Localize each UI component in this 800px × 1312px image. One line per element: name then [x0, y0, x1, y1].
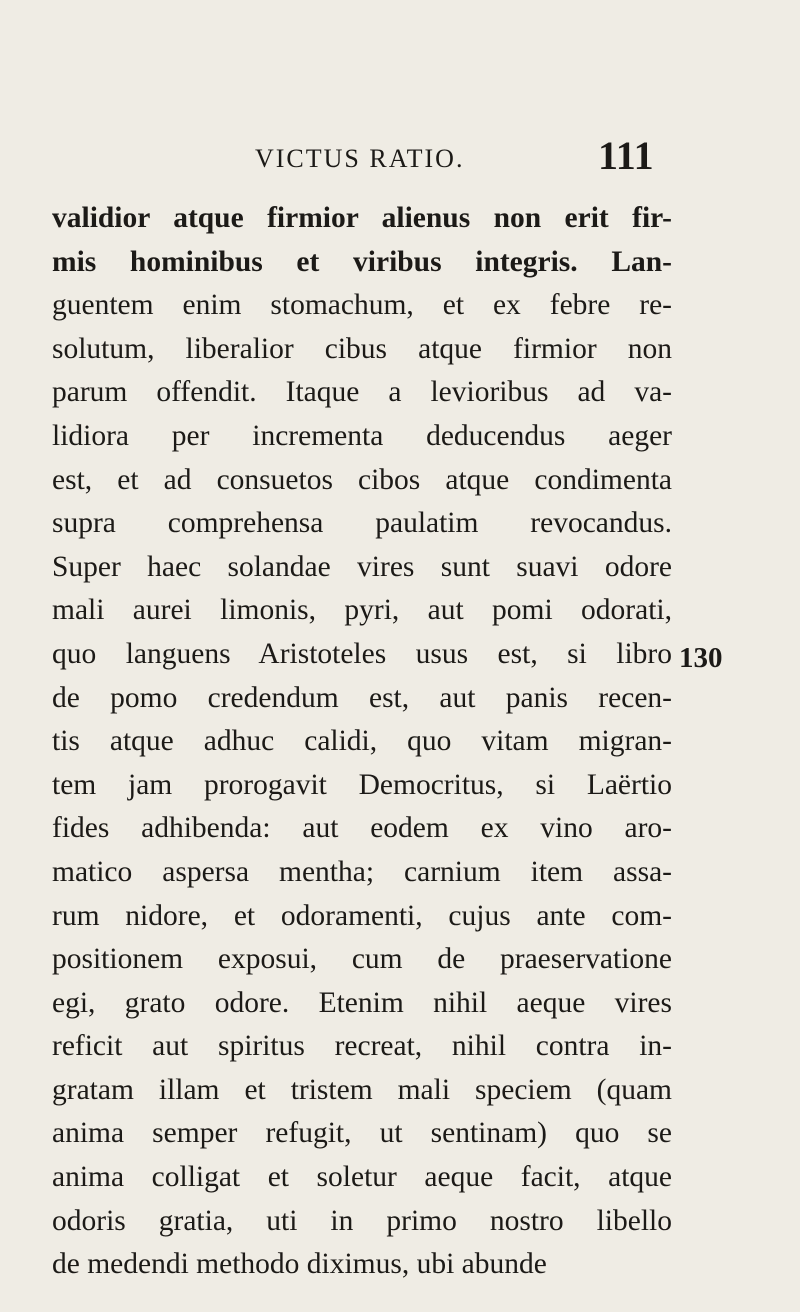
- text-line: mali aurei limonis, pyri, aut pomi odorati,: [52, 594, 672, 627]
- text-line: anima semper refugit, ut sentinam) quo se: [52, 1117, 672, 1150]
- text-line: reficit aut spiritus recreat, nihil contra in-: [52, 1030, 672, 1063]
- text-line: gratam illam et tristem mali speciem (quam: [52, 1073, 672, 1106]
- running-head: [0, 132, 800, 188]
- text-line: egi, grato odore. Etenim nihil aeque vires: [52, 986, 672, 1019]
- text-line: Super haec solandae vires sunt suavi odore: [52, 550, 672, 583]
- body-text: [52, 197, 672, 1287]
- text-line: parum offendit. Itaque a levioribus ad va-: [52, 376, 672, 409]
- text-line: de pomo credendum est, aut panis recen-: [52, 681, 672, 714]
- text-line: guentem enim stomachum, et ex febre re-: [52, 289, 672, 322]
- text-line: validior atque firmior alienus non erit fir-: [52, 202, 672, 234]
- text-line: positionem exposui, cum de praeservatione: [52, 943, 672, 976]
- text-line: est, et ad consuetos cibos atque condimenta: [52, 463, 672, 496]
- page-number: 111: [598, 133, 654, 178]
- text-line: solutum, liberalior cibus atque firmior non: [52, 332, 672, 365]
- margin-line-number: 130: [679, 642, 723, 674]
- running-title: VICTUS RATIO.: [255, 144, 465, 173]
- text-line: quo languens Aristoteles usus est, si libro: [52, 637, 672, 670]
- text-line: fides adhibenda: aut eodem ex vino aro-: [52, 812, 672, 845]
- text-line: lidiora per incrementa deducendus aeger: [52, 419, 672, 452]
- text-line: de medendi methodo diximus, ubi abunde: [52, 1248, 547, 1281]
- text-line: rum nidore, et odoramenti, cujus ante com-: [52, 899, 672, 932]
- text-line: matico aspersa mentha; carnium item assa-: [52, 855, 672, 888]
- text-line: odoris gratia, uti in primo nostro libello: [52, 1204, 672, 1237]
- text-line: mis hominibus et viribus integris. Lan-: [52, 245, 672, 278]
- text-line: supra comprehensa paulatim revocandus.: [52, 507, 672, 540]
- text-line: tis atque adhuc calidi, quo vitam migran-: [52, 725, 672, 758]
- text-line: anima colligat et soletur aeque facit, atque: [52, 1161, 672, 1194]
- text-line: tem jam prorogavit Democritus, si Laërtio: [52, 768, 672, 801]
